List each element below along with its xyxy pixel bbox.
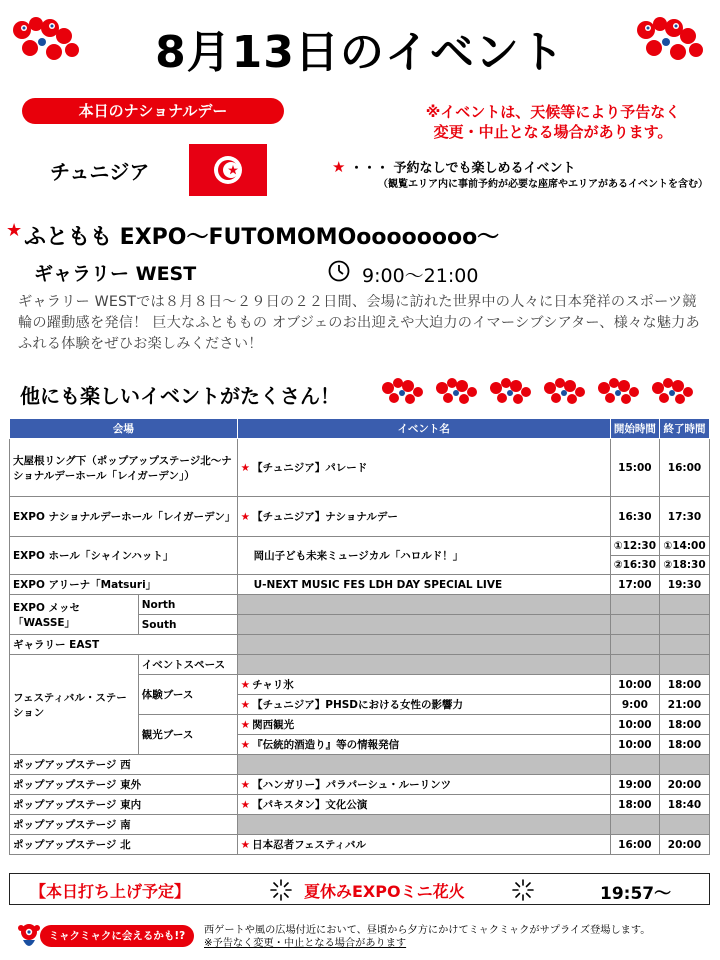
event-name: 『伝統的酒造り』等の情報発信	[252, 739, 400, 751]
table-row	[10, 537, 710, 556]
event-cell: U-NEXT MUSIC FES LDH DAY SPECIAL LIVE	[237, 575, 610, 595]
table-row	[10, 655, 710, 675]
end-cell: 18:40	[660, 795, 710, 815]
start-cell: 18:00	[610, 795, 659, 815]
walk-in-star-icon: ★	[240, 719, 251, 731]
venue-cell: ギャラリー EAST	[10, 635, 238, 655]
end-cell: 21:00	[660, 695, 710, 715]
walk-in-star-icon: ★	[240, 679, 251, 691]
header-venue: 会場	[10, 419, 238, 439]
event-name: 【パキスタン】文化公演	[252, 799, 368, 811]
start-cell: 10:00	[610, 735, 659, 755]
table-row	[10, 575, 710, 595]
header-end: 終了時間	[660, 419, 710, 439]
event-cell	[237, 735, 610, 755]
event-cell	[237, 695, 610, 715]
walk-in-star-icon: ★	[240, 839, 251, 851]
clock-icon	[328, 260, 350, 282]
table-row	[10, 635, 710, 655]
end-cell: ②18:30	[660, 556, 710, 575]
sub-venue-cell: 観光ブース	[138, 715, 237, 755]
national-day-badge: 本日のナショナルデー	[22, 98, 284, 124]
expo-logo-icon	[488, 376, 536, 406]
firework-icon	[510, 877, 536, 903]
empty-cell	[610, 755, 659, 775]
empty-cell	[610, 615, 659, 635]
expo-logo-icon	[542, 376, 590, 406]
expo-logo-icon	[434, 376, 482, 406]
empty-cell	[237, 615, 610, 635]
end-cell: 18:00	[660, 675, 710, 695]
event-cell	[237, 497, 610, 537]
change-notice	[388, 102, 718, 142]
event-name: 【チュニジア】パレード	[252, 462, 368, 474]
event-name: 【ハンガリー】パラパーシュ・ルーリンツ	[252, 779, 452, 791]
start-cell: 16:00	[610, 835, 659, 855]
empty-cell	[237, 595, 610, 615]
header-start: 開始時間	[610, 419, 659, 439]
empty-cell	[610, 595, 659, 615]
empty-cell	[660, 595, 710, 615]
legend-subtext: （観覧エリア内に事前予約が必要な座席やエリアがあるイベントを含む）	[378, 179, 708, 190]
end-cell: 16:00	[660, 439, 710, 497]
empty-cell	[660, 655, 710, 675]
fireworks-label: 【本日打ち上げ予定】	[30, 882, 191, 901]
venue-cell: EXPO メッセ「WASSE」	[10, 595, 139, 635]
empty-cell	[660, 815, 710, 835]
event-cell	[237, 795, 610, 815]
venue-cell: ポップアップステージ 南	[10, 815, 238, 835]
end-cell: 19:30	[660, 575, 710, 595]
table-row	[10, 439, 710, 497]
table-row	[10, 755, 710, 775]
walk-in-star-icon: ★	[240, 739, 251, 751]
table-row	[10, 815, 710, 835]
event-name: チャリ氷	[252, 679, 294, 691]
empty-cell	[660, 635, 710, 655]
end-cell: 18:00	[660, 715, 710, 735]
empty-cell	[610, 815, 659, 835]
venue-cell: ポップアップステージ 東外	[10, 775, 238, 795]
tunisia-flag-icon	[189, 144, 267, 196]
event-cell	[237, 835, 610, 855]
mascot-note: ※予告なく変更・中止となる場合があります	[204, 938, 407, 949]
header-event: イベント名	[237, 419, 610, 439]
end-cell: 18:00	[660, 735, 710, 755]
event-cell	[237, 675, 610, 695]
event-cell: 岡山子ども未来ミュージカル「ハロルド！」	[237, 537, 610, 575]
mascot-text: 西ゲートや風の広場付近において、昼頃から夕方にかけてミャクミャクがサプライズ登場します。	[204, 925, 651, 936]
table-row	[10, 835, 710, 855]
empty-cell	[610, 635, 659, 655]
country-name: チュニジア	[50, 160, 150, 184]
feature-event-time: 9:00～21:00	[362, 265, 479, 287]
sub-venue-cell: イベントスペース	[138, 655, 237, 675]
legend-text: ・・・ 予約なしでも楽しめるイベント	[349, 161, 576, 176]
empty-cell	[237, 655, 610, 675]
sub-venue-cell: North	[138, 595, 237, 615]
event-name: 関西観光	[252, 719, 295, 731]
event-name: 【チュニジア】PHSDにおける女性の影響力	[252, 699, 464, 711]
firework-icon	[268, 877, 294, 903]
sub-venue-cell: 体験ブース	[138, 675, 237, 715]
start-cell: 15:00	[610, 439, 659, 497]
table-row	[10, 497, 710, 537]
venue-cell: ポップアップステージ 東内	[10, 795, 238, 815]
venue-cell: EXPO アリーナ「Matsuri」	[10, 575, 238, 595]
event-name: 日本忍者フェスティバル	[252, 839, 367, 851]
fireworks-banner	[9, 873, 710, 905]
empty-cell	[237, 815, 610, 835]
fireworks-time: 19:57～	[600, 884, 672, 904]
expo-logo-icon	[380, 376, 428, 406]
expo-logo-icon	[596, 376, 644, 406]
empty-cell	[237, 635, 610, 655]
event-cell	[237, 715, 610, 735]
venue-cell: ポップアップステージ 西	[10, 755, 238, 775]
empty-cell	[660, 755, 710, 775]
end-cell: ①14:00	[660, 537, 710, 556]
expo-logo-icon	[650, 376, 698, 406]
empty-cell	[610, 655, 659, 675]
mascot-info	[204, 924, 714, 950]
legend-star: ★	[332, 158, 346, 176]
fireworks-name: 夏休みEXPOミニ花火	[304, 882, 465, 901]
start-cell: 16:30	[610, 497, 659, 537]
walk-in-star-icon: ★	[240, 462, 251, 474]
start-cell: 17:00	[610, 575, 659, 595]
start-cell: 19:00	[610, 775, 659, 795]
start-cell: ①12:30	[610, 537, 659, 556]
venue-cell: 大屋根リング下（ポップアップステージ北～ナショナルデーホール「レイガーデン」）	[10, 439, 238, 497]
start-cell: 10:00	[610, 675, 659, 695]
table-row	[10, 775, 710, 795]
walk-in-star-icon: ★	[240, 799, 251, 811]
page-title: 8月13日のイベント	[155, 27, 565, 78]
feature-event-title: ふともも EXPO～FUTOMOMOoooooooo～	[24, 225, 500, 250]
table-row	[10, 795, 710, 815]
decorative-logo-row	[380, 376, 698, 406]
more-events-heading: 他にも楽しいイベントがたくさん！	[20, 384, 340, 408]
venue-cell: EXPO ナショナルデーホール「レイガーデン」	[10, 497, 238, 537]
empty-cell	[660, 615, 710, 635]
empty-cell	[237, 755, 610, 775]
event-cell	[237, 775, 610, 795]
event-name: 【チュニジア】ナショナルデー	[252, 511, 398, 523]
legend	[332, 157, 576, 176]
walk-in-star-icon: ★	[240, 699, 251, 711]
notice-line: ※イベントは、天候等により予告なく	[425, 103, 681, 121]
venue-cell: ポップアップステージ 北	[10, 835, 238, 855]
notice-line: 変更・中止となる場合があります。	[433, 123, 673, 141]
events-table	[9, 418, 710, 855]
walk-in-star-icon: ★	[240, 511, 251, 523]
feature-event-description: ギャラリー WESTでは８月８日～２９日の２２日間、会場に訪れた世界中の人々に日本発祥のスポーツ競輪の躍動感を発信！ 巨大なふとももの オブジェのお出迎えや大迫力のイマーシブシアター、様々な魅力あふれる体験をぜひお楽しみください！	[18, 294, 700, 352]
venue-cell: EXPO ホール「シャインハット」	[10, 537, 238, 575]
end-cell: 20:00	[660, 775, 710, 795]
feature-event-venue: ギャラリー WEST	[34, 263, 197, 285]
start-cell: 10:00	[610, 715, 659, 735]
end-cell: 20:00	[660, 835, 710, 855]
mascot-badge: ミャクミャクに会えるかも!?	[40, 925, 194, 947]
start-cell: 9:00	[610, 695, 659, 715]
table-row	[10, 595, 710, 615]
event-cell	[237, 439, 610, 497]
walk-in-star-icon: ★	[240, 779, 251, 791]
feature-star: ★	[6, 220, 23, 241]
start-cell: ②16:30	[610, 556, 659, 575]
sub-venue-cell: South	[138, 615, 237, 635]
venue-cell: フェスティバル・ステーション	[10, 655, 139, 755]
end-cell: 17:30	[660, 497, 710, 537]
